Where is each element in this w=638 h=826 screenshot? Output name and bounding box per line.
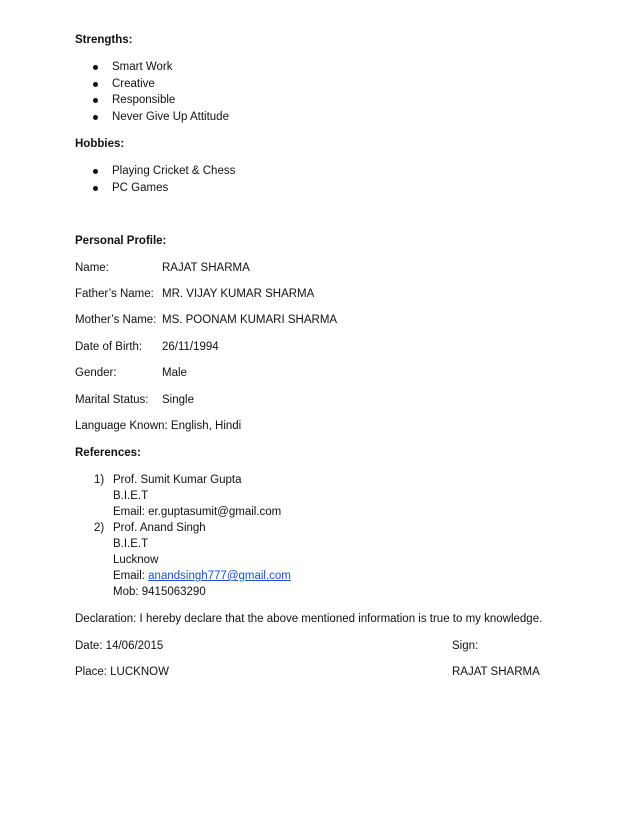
marital-status-value: Single: [162, 394, 194, 406]
reference-name: Prof. Anand Singh: [113, 522, 206, 534]
name-value: RAJAT SHARMA: [162, 262, 250, 274]
place-text: Place: LUCKNOW: [75, 666, 169, 678]
sign-label: Sign:: [452, 640, 479, 652]
reference-city: Lucknow: [113, 554, 159, 566]
strengths-heading: Strengths:: [75, 34, 133, 46]
bullet-icon: [93, 98, 98, 103]
father-name-label: Father’s Name:: [75, 288, 154, 300]
bullet-icon: [93, 186, 98, 191]
marital-status-label: Marital Status:: [75, 394, 149, 406]
hobby-item: PC Games: [112, 182, 169, 194]
reference-number: 2): [94, 522, 105, 534]
dob-label: Date of Birth:: [75, 341, 143, 353]
mother-name-value: MS. POONAM KUMARI SHARMA: [162, 314, 338, 326]
father-name-value: MR. VIJAY KUMAR SHARMA: [162, 288, 315, 300]
strength-item: Responsible: [112, 94, 176, 106]
reference-org: B.I.E.T: [113, 490, 149, 502]
email-label: Email:: [113, 570, 149, 582]
mother-name-label: Mother’s Name:: [75, 314, 157, 326]
dob-value: 26/11/1994: [162, 341, 219, 353]
date-text: Date: 14/06/2015: [75, 640, 164, 652]
reference-name: Prof. Sumit Kumar Gupta: [113, 474, 242, 486]
bullet-icon: [93, 115, 98, 120]
language-known: Language Known: English, Hindi: [75, 420, 242, 432]
strength-item: Creative: [112, 78, 155, 90]
references-heading: References:: [75, 447, 141, 459]
gender-label: Gender:: [75, 367, 117, 379]
reference-email: [113, 569, 291, 583]
signatory-name: RAJAT SHARMA: [452, 666, 540, 678]
bullet-icon: [93, 65, 98, 70]
strength-item: Never Give Up Attitude: [112, 111, 229, 123]
hobbies-heading: Hobbies:: [75, 138, 125, 150]
personal-profile-heading: Personal Profile:: [75, 235, 167, 247]
reference-number: 1): [94, 474, 105, 486]
email-link[interactable]: anandsingh777@gmail.com: [148, 570, 291, 582]
hobby-item: Playing Cricket & Chess: [112, 165, 236, 177]
declaration-text: Declaration: I hereby declare that the above mentioned information is true to my knowledge.: [75, 613, 543, 625]
name-label: Name:: [75, 262, 109, 274]
reference-mobile: Mob: 9415063290: [113, 586, 206, 598]
strength-item: Smart Work: [112, 61, 173, 73]
reference-email: Email: er.guptasumit@gmail.com: [113, 506, 282, 518]
bullet-icon: [93, 169, 98, 174]
bullet-icon: [93, 82, 98, 87]
reference-org: B.I.E.T: [113, 538, 149, 550]
gender-value: Male: [162, 367, 187, 379]
